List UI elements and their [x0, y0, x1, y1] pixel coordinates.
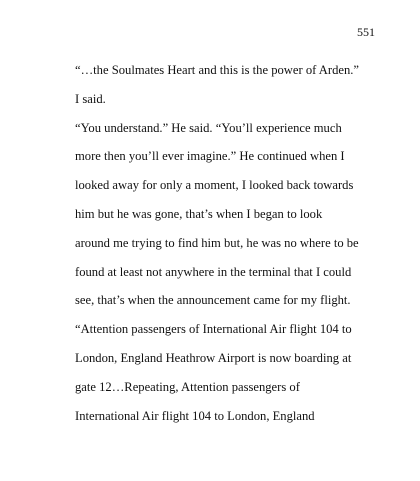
text-line: looked away for only a moment, I looked back towards [75, 178, 354, 193]
text-line: London, England Heathrow Airport is now boarding at [75, 350, 352, 365]
text-line: I said. [75, 91, 106, 106]
text-line: him but he was gone, that’s when I began to look [75, 206, 323, 221]
text-line: International Air flight 104 to London, England [75, 408, 315, 423]
text-line: “You understand.” He said. “You’ll experience much [75, 120, 342, 135]
text-line: see, that’s when the announcement came for my flight. [75, 293, 351, 308]
text-line: gate 12…Repeating, Attention passengers of [75, 379, 300, 394]
page-number: 551 [357, 25, 375, 39]
text-line: “…the Soulmates Heart and this is the power of Arden.” [75, 63, 359, 77]
text-line: around me trying to find him but, he was no where to be [75, 235, 359, 250]
body-text [75, 62, 375, 436]
text-line: found at least not anywhere in the terminal that I could [75, 264, 352, 279]
text-line: more then you’ll ever imagine.” He continued when I [75, 149, 345, 164]
text-line: “Attention passengers of International Air flight 104 to [75, 322, 352, 337]
